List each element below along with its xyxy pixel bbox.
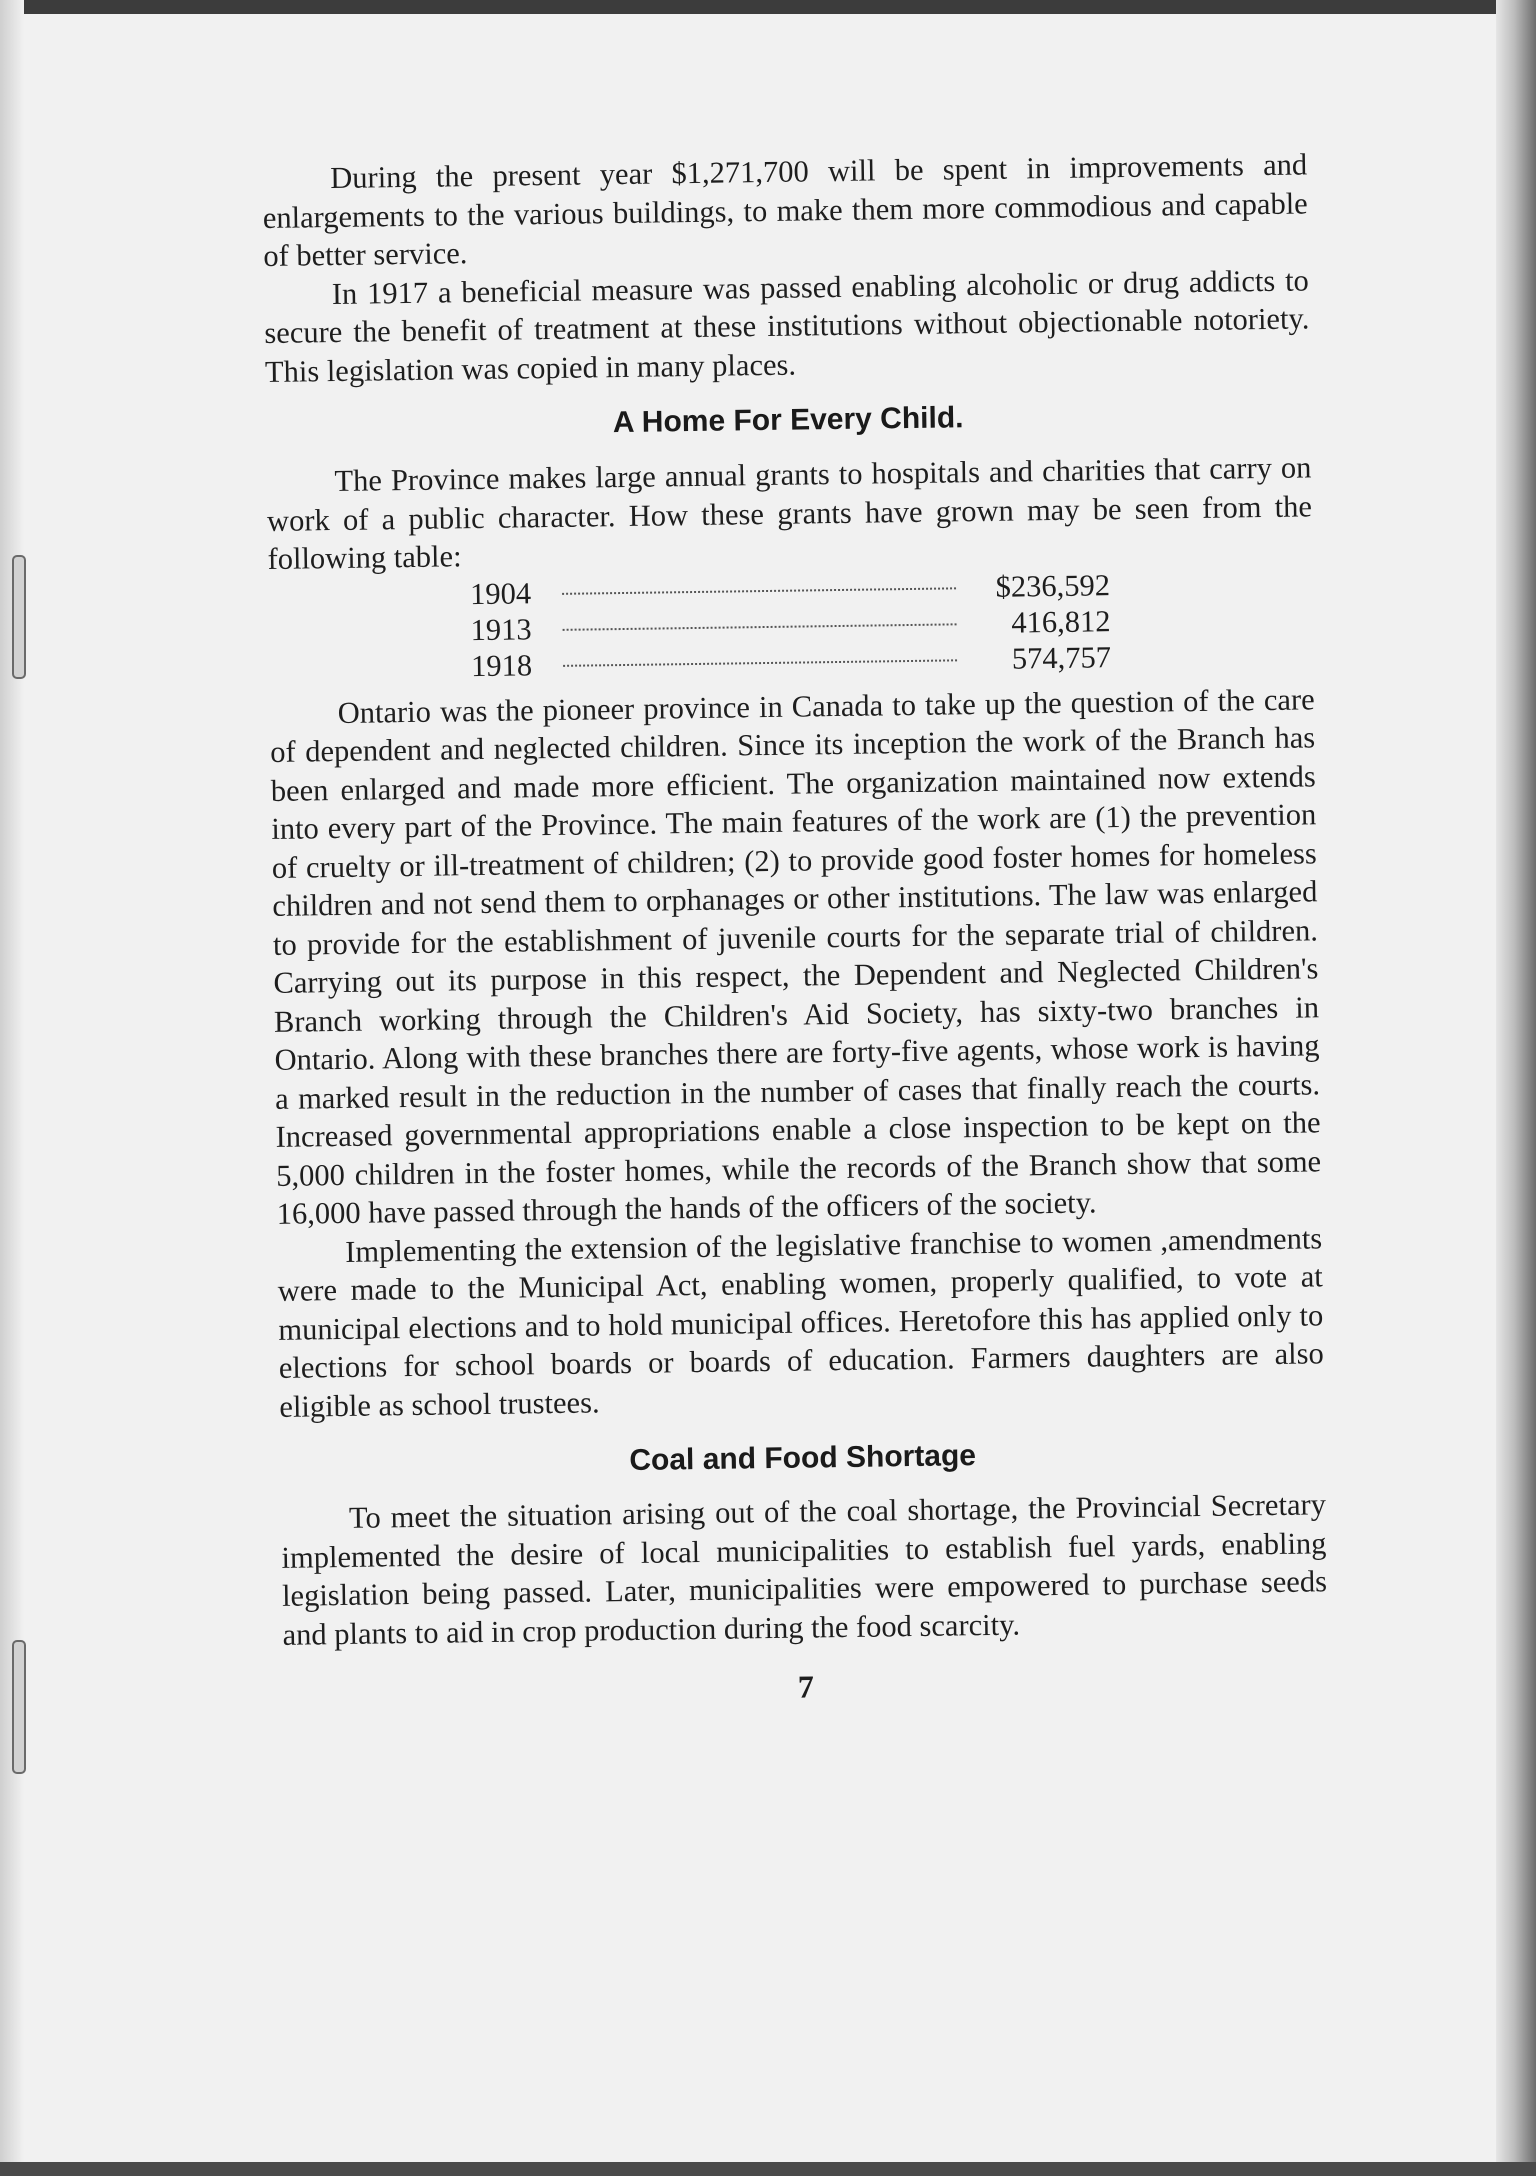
page-number: 7 — [797, 1668, 815, 1705]
paragraph: Implementing the extension of the legislative franchise to women ,amendments were made to the Municipal Act, enabling women, properly qualified, to vote at municipal elections and to hold municipal offices. Heretofore this has applied only to elections for school boards or boards of education. Farmers daughters are also eligible as school trustees. — [277, 1220, 1325, 1424]
grant-amount: $236,592 — [995, 567, 1111, 604]
scan-right-edge — [1496, 0, 1536, 2176]
paragraph: The Province makes large annual grants to hospitals and charities that carry on work of a public character. How these grants have grown may be seen from the following table: — [266, 450, 1313, 576]
staple-mark — [12, 1640, 26, 1774]
scan-top-edge — [0, 0, 1536, 14]
page-content — [262, 145, 1329, 1713]
paragraph: During the present year $1,271,700 will be spent in improvements and enlargements to the various buildings, to make them more commodious and capable of better service. — [262, 147, 1308, 273]
grant-amount: 416,812 — [1011, 603, 1111, 640]
paragraph: To meet the situation arising out of the coal shortage, the Provincial Secretary implemented the desire of local municipalities to establish fuel yards, enabling legislation being passed. Later, municipalities were empowered to purchase seeds and plants to aid in crop production during the food scarcity. — [281, 1487, 1328, 1652]
table-row — [471, 639, 1111, 684]
scan-left-shade — [0, 0, 24, 2176]
staple-mark — [12, 555, 26, 679]
grant-year: 1918 — [470, 647, 533, 683]
grants-table — [470, 567, 1111, 684]
dot-leader — [562, 587, 956, 595]
section-heading: Coal and Food Shortage — [629, 1439, 977, 1477]
grant-year: 1904 — [469, 575, 532, 611]
scan-bottom-edge — [0, 2162, 1536, 2176]
paragraph: Ontario was the pioneer province in Canada to take up the question of the care of dependent and neglected children. Since its inception the work of the Branch has been enlarged and made more efficient. The organization maintained now extends into every part of the Province. The main features of the work are (1) the prevention of cruelty or ill-treatment of children; (2) to provide good foster homes for homeless children and not send them to orphanages or other institutions. The law was enlarged to provide for the establishment of juvenile courts for the separate trial of children. Carrying out its purpose in this respect, the Dependent and Neglected Children's Branch working through the Children's Aid Society, has sixty-two branches in Ontario. Along with these branches there are forty-five agents, whose work is having a marked result in the reduction in the number of cases that finally reach the courts. Increased governmental appropriations enable a close inspection to be kept on the 5,000 children in the foster homes, while the records of the Branch show that some 16,000 have passed through the hands of the officers of the society. — [270, 681, 1322, 1231]
dot-leader — [563, 623, 957, 631]
dot-leader — [563, 659, 957, 667]
section-heading: A Home For Every Child. — [612, 401, 964, 440]
grant-year: 1913 — [470, 611, 532, 647]
grant-amount: 574,757 — [1011, 639, 1112, 676]
paragraph: In 1917 a beneficial measure was passed enabling alcoholic or drug addicts to secure the benefit of treatment at these institutions without objectionable notoriety. This legislation was copied in many places. — [264, 262, 1310, 389]
